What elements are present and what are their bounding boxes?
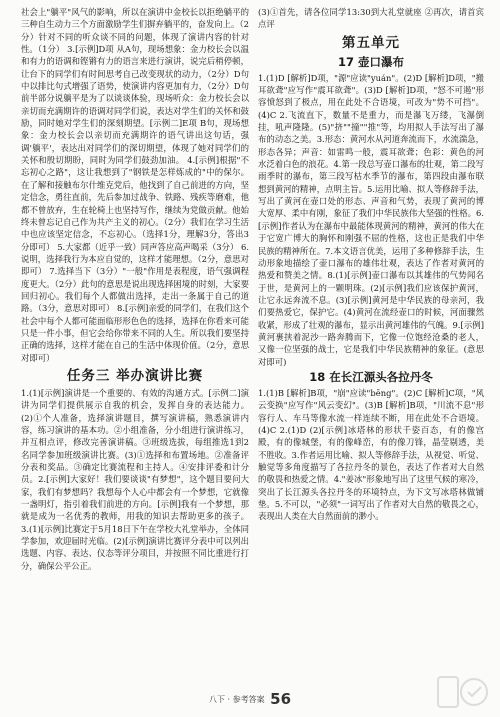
lesson-title: 18 在长江源头各拉丹冬 bbox=[309, 369, 433, 384]
page-number: 56 bbox=[270, 690, 292, 708]
answer-text: 社会上"躺平"风气的影响，所以在演讲中金校长以拒绝躺平的三种自生动力三个方面激励学生们摒弃躺平的，奋发向上。（2分）针对不同的听众谈不同的问题，体现了演讲内容的针对性。（1分） 3.[示例]D项 从A句，现场想象：金力校长会以温和有力的语调和铿锵有力的语言来进行演讲，说完后稍停顿，让台下的同学们有时间思考自己改变现状的动力，（2分）D句中以排比句式增强了语势，使演讲内容更加有力，（2分）D句前半部分说躺平是为了以谈谈体验，现场听众：金力校长会以亲切而充满期许的语调对同学们说，表达对学生们的关怀和鼓励，同时她对学生们的深刻期望。[示例二]E项 B句，现场想象：金力校长会以亲切而充满期许的语气讲出这句话，强调'躺平'，表达出对同学们的深切期望，体现了她对同学们的关怀和殷切期盼，同时为同学们鼓劲加油。 4.[示例]根据"不忘初心之路"，这让我想到了"钢铁是怎样炼成的"中的保尔。在了解和接触布尔什维克党后，他找到了自己前进的方向，坚定信念，勇往直前，先后参加过战争、铁路、残疾等磨难，他都不曾放弃，生在轮椅上也坚持写作，继续为党做贡献。他始终未曾忘记自己作为共产主义的初心。（2分）我们在学习生活中也应该坚定信念，不忘初心。（选择1分，理解3分，答出3分即可） 5.大家都（近乎一致）同声答应高声喝采（3分） 6.说明，选择我行为本应自觉的，这样才能理想。（2分，意思对即可） 7.选择当下（3分）"一般"作用是表程度，语气强调程度更大。（2分）此句的意思是说出现选择困境的时刻，大家要回归初心。我们每个人都做出选择，走出一条属于自己的道路。（3分，意思对即可） 8.[示例]亲爱的同学们，在我们这个社会中每个人都可能面临形形色色的选择，选择在你看来可能只是一件小事，但它会给你带来不同的人生。所以我们要坚持正确的选择，这样才能在自己的生活中体现价值。（2分，意思对即可） bbox=[21, 7, 249, 363]
answer-text: 1.(1)B [解析]B项，"崩"应读"bēng"。(2)C [解析]C项，"风云变换"应写作"风云变幻"。(3)B [解析]B项，"川流不息"形容行人、车马等像水流一样连续不断，用在此处不合语境。(4)C 2.(1)D (2)[示例]冰塔林的形状千姿百态，有的像宫殿，有的像城堡，有的像峰峦，有的像刀锋，晶莹剔透，美不胜收。3.作者运用比喻、拟人等修辞手法，从视觉、听觉、触觉等多角度描写了各拉丹冬的景色，表达了作者对大自然的敬畏和热爱之情。4."姜冰"形象地写出了这里气候的寒冷，突出了长江源头各拉丹冬的环境特点，为下文写冰塔林做铺垫。5.不可以，"必须"一词写出了作者对大自然的敬畏之心，表现出人类在大自然面前的渺小。 bbox=[258, 387, 484, 522]
watermark-logo-icon bbox=[436, 673, 494, 711]
unit-title: 第五单元 bbox=[342, 34, 400, 51]
answer-text: (3)①首先，请各位同学13:30到大礼堂就座 ②再次，请首宾点评 bbox=[258, 7, 484, 30]
lesson-title: 17 壶口瀑布 bbox=[337, 54, 404, 69]
answer-text: 1.(1)D [解析]D项，"源"应读"yuán"。(2)D [解析]D项，"搬耳欲聋"应写作"震耳欲聋"。(3)D [解析]D项，"怒不可遏"形容愤怒到了极点，用在此处不合语境，可改为"势不可挡"。(4)C 2.飞流直下，数量不是重力，而是瀑飞万缕，飞瀑倒挂，吼声隆隆。(5)"挤""撞""推"等，均用拟人手法写出了瀑布的动态之美。3.形态：黄河水从河道奔流而下，水流湍急，形态各异；声音：如雷鸣一般，震耳欲聋；色彩：黄色的河水泛着白色的浪花。4.第一段总写壶口瀑布的壮观，第二段写雨季时的瀑布，第三段写枯水季节的瀑布，第四段由瀑布联想到黄河的精神，点明主旨。5.运用比喻、拟人等修辞手法，写出了黄河在壶口处的形态、声音和气势，表现了黄河的博大宽厚、柔中有刚，象征了我们中华民族伟大坚强的性格。6.[示例]作者认为在瀑布中最能体现黄河的精神，黄河的伟大在于它宽广博大的胸怀和刚强不屈的性格，这也正是我们中华民族的精神所在。7.本文语言优美，运用了多种修辞手法，生动形象地描绘了壶口瀑布的雄伟壮观，表达了作者对黄河的热爱和赞美之情。8.(1)[示例]壶口瀑布以其雄伟的气势闻名于世，是黄河上的一颗明珠。(2)[示例]我们应该保护黄河，让它永远奔流不息。(3)[示例]黄河是中华民族的母亲河，我们要热爱它，保护它。(4)黄河在流经壶口的时候，河面骤然收紧，形成了壮观的瀑布，显示出黄河雄伟的气魄。9.[示例]黄河裹挟着泥沙一路奔腾而下，它像一位饱经沧桑的老人，又像一位坚强的战士，它是我们中华民族精神的象征。(意思对即可) bbox=[258, 72, 484, 367]
section-title: 任务三 举办演讲比赛 bbox=[66, 367, 204, 384]
page-footer bbox=[0, 690, 500, 708]
answer-text: 1.(1)[示例]演讲是一个重要的、有效的沟通方式。[示例二]演讲为同学们提供展示自我的机会，发挥自身的表达能力。(2)①个人准备，选择演讲题目，撰写演讲稿，熟悉演讲内容，练习演讲的基本功。②小组准备，分小组进行演讲练习，并互相点评，修改完善演讲稿。③班级选拔，每组推选1到2名同学参加班级演讲比赛。(3)①选择和布置场地。②准备评分表和奖品。③确定比赛流程和主持人。④安排评委和计分员。2.[示例]大家好！我们要谈谈"有梦想"，这个题目要问大家，我们有梦想吗？我想每个人心中都会有一个梦想，它就像一盏明灯，指引着我们前进的方向。[示例]我有一个梦想，那就是成为一名优秀的教师，用我的知识去帮助更多的孩子。 3.(1)[示例]比赛定于5月18日下午在学校大礼堂举办，全体同学参加，欢迎届时光临。(2)[示例]演讲比赛评分表中可以列出选题、内容、表达、仪态等评分项目，并按照不同比重进行打分，确保公平公正。 bbox=[21, 387, 249, 571]
left-column bbox=[21, 6, 249, 572]
right-column bbox=[258, 6, 484, 523]
footer-label: 八下 · 参考答案 bbox=[208, 695, 265, 704]
